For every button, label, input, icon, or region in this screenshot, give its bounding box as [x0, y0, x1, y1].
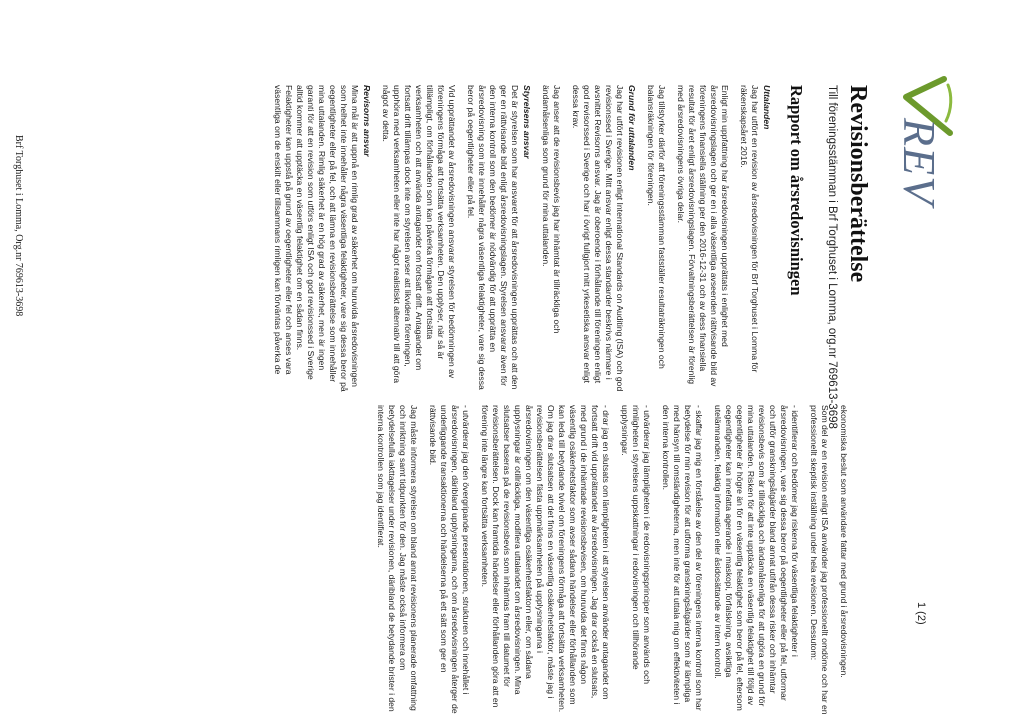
section-heading-uttalanden: Uttalanden [762, 85, 772, 130]
paragraph: Enligt min uppfattning har årsredovisningen upprättats i enlighet med årsredovisningslagen och ger en i alla väsentliga avseenden rättvisande bild av föreningens finansiella ställning per den 2016-12-31 och av dess finansiella resultat för året enligt årsredovisningslagen. Förvaltningsberättelsen är förenlig med årsredovisningens övriga delar. [676, 85, 730, 387]
page-subtitle: Till föreningsstämman i Brf Torghuset i Lomma, org.nr 769613-3698 [826, 85, 838, 429]
section-heading-styrelsens-ansvar: Styrelsens ansvar [522, 85, 532, 159]
paragraph: Mina mål är att uppnå en rimlig grad av säkerhet om huruvida årsredovisningen som helhet inte innehåller några väsentliga felaktigheter, vare sig dessa beror på oegentligheter eller på fel, och att lämna en revisionsberättelse som innehåller mina uttalanden. Rimlig säkerhet är en hög grad av säkerhet, men är ingen garanti för att en revision som utförs enligt ISA och god revisionssed i Sverige alltid kommer att upptäcka en väsentlig felaktighet om en sådan finns. Felaktigheter kan uppstå på grund av oegentligheter eller fel och anses vara väsentliga om de enskilt eller tillsammans rimligen kan förväntas påverka de [273, 85, 360, 392]
paragraph: Jag har utfört revisionen enligt International Standards on Auditing (ISA) och god revisionssed i Sverige. Mitt ansvar enligt dessa standarder beskrivs närmare i avsnittet Revisorns ansvar. Jag är oberoende i förhållande till föreningen enligt god revisorssed i Sverige och har i övrigt fullgjort mitt yrkesetiska ansvar enligt dessa krav. [571, 85, 625, 392]
paragraph: Jag har utfört en revision av årsredovisningen för Brf Torghuset i Lomma för räkenskapsåret 2016. [739, 85, 760, 373]
paragraph: ekonomiska beslut som användare fattar med grund i årsredovisningen. [839, 405, 849, 678]
bullet-item: - utvärderar jag lämpligheten i de redovisningsprinciper som används och rimligheten i styrelsens uppskattningar i redovisningen och tillhörande upplysningar. [620, 405, 652, 684]
left-text-column [264, 85, 779, 395]
paragraph: Som del av en revision enligt ISA använder jag professionellt omdöme och har en professionellt skeptisk inställning under hela revisionen. Dessutom: [809, 405, 830, 715]
paragraph: Det är styrelsen som har ansvaret för att årsredovisningen upprättas och att den ger en rättvisande bild enligt årsredovisningslagen. Styrelsen ansvarar även för den interna kontroll som den bedömer är nödvändig för att upprätta en årsredovisning som inte innehåller några väsentliga felaktigheter, vare sig dessa beror på oegentligheter eller på fel. [466, 85, 520, 390]
page-title: Revisionsberättelse [845, 85, 871, 283]
bullet-item: - drar jag en slutsats om lämpligheten i att styrelsen använder antagandet om fortsatt drift vid upprättandet av årsredovisningen. Jag drar också en slutsats, med grund i de inhämtade revisionsbevisen, om huruvida det finns någon väsentlig osäkerhetsfaktor som avser sådana händelser eller förhållanden som kan leda till betydande tvivel om föreningens förmåga att fortsätta verksamheten. Om jag drar slutsatsen att det finns en väsentlig osäkerhetsfaktor, måste jag i revisionsberättelsen fästa uppmärksamheten på upplysningarna i årsredovisningen om den väsentliga osäkerhetsfaktorn eller, om sådana upplysningar är otillräckliga, modifiera uttalandet om årsredovisningen. Mina slutsatser baseras på de revisionsbevis som inhämtas fram till datumet för revisionsberättelsen. Dock kan framtida händelser eller förhållanden göra att en förening inte längre kan fortsätta verksamheten. [480, 405, 611, 713]
paragraph: Jag tillstyrker därför att föreningsstämman fastställer resultaträkningen och balansräkningen för föreningen. [646, 85, 667, 369]
bullet-item: - utvärderar jag den övergripande presentationen, strukturen och innehållet i årsredovisningen, däribland upplysningarna, och om årsredovisningen återger de underliggande transaktionerna och händelserna på ett sätt som ger en rättvisande bild. [428, 405, 471, 714]
logo-text: REV [894, 118, 945, 206]
paragraph: Jag anser att de revisionsbevis jag har inhämtat är tillräckliga och ändamålsenliga som grund för mina uttalanden. [541, 85, 562, 334]
paragraph: Jag måste informera styrelsen om bland annat revisionens planerade omfattning och inriktning samt tidpunkten för den. Jag måste också informera om betydelsefulla iakttagelser under revisionen, däribland de betydande brister i den interna kontrollen som jag identifierat. [376, 405, 419, 712]
bullet-item: - identifierar och bedömer jag riskerna för väsentliga felaktigheter i årsredovisningen, vare sig dessa beror på oegentligheter eller på fel, utformar och utför granskningsåtgärder bland annat utifrån dessa risker och inhämtar revisionsbevis som är tillräckliga och ändamålsenliga för att utgöra en grund för mina uttalanden. Risken för att inte upptäcka en väsentlig felaktighet till följd av oegentligheter är högre än för en väsentlig felaktighet som beror på fel, eftersom oegentligheter kan innefatta agerande i maskopi, förfalskning, avsiktliga utelämnanden, felaktig information eller åsidosättande av intern kontroll. [713, 405, 800, 711]
section-heading-revisorns-ansvar: Revisorns ansvar [362, 85, 372, 157]
section-heading-grund: Grund för uttalanden [627, 85, 637, 171]
right-text-column [367, 405, 849, 715]
page-number: 1 (2) [915, 602, 927, 625]
paragraph: Vid upprättandet av årsredovisningen ansvarar styrelsen för bedömningen av föreningens förmåga att fortsätta verksamheten. Den upplyser, när så är tillämpligt, om förhållanden som kan påverka förmågan att fortsätta verksamheten och att använda antagandet om fortsatt drift. Antagandet om fortsatt drift tillämpas dock inte om styrelsen avser att likvidera föreningen, upphöra med verksamheten eller inte har något realistiskt alternativ till att göra något av detta. [381, 85, 457, 384]
page-footer: Brf Torghuset i Lomma, Org.nr 769613-3698 [13, 135, 24, 317]
report-heading: Rapport om årsredovisningen [787, 85, 806, 296]
bullet-item: - skaffar jag mig en förståelse av den del av föreningens interna kontroll som har betydelse för min revision för att utforma granskningsåtgärder som är lämpliga med hänsyn till omständigheterna, men inte för att uttala mig om effektiviteten i den interna kontrollen. [661, 405, 704, 711]
